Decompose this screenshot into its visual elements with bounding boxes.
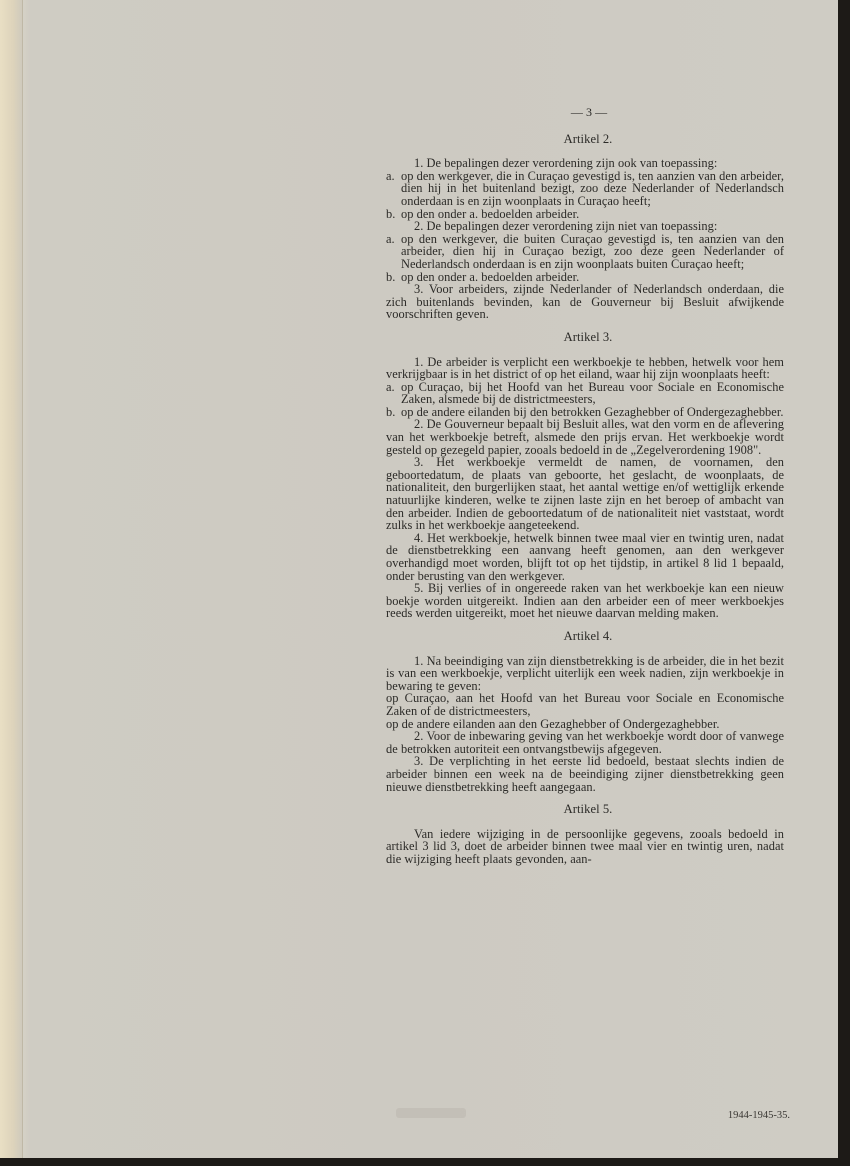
scan-border-right — [838, 0, 850, 1166]
article-heading: Artikel 5. — [563, 802, 613, 817]
list-item-label: a. — [386, 168, 395, 183]
plain-line: op de andere eilanden aan den Gezaghebber of Ondergezaghebber. — [386, 716, 720, 731]
paragraph: 4. Het werkboekje, hetwelk binnen twee maal vier en twintig uren, nadat de dienstbetrekking een aanvang heeft genomen, aan den werkgever overhandigd moet worden, blijft tot op het tijdstip, in artikel 8 lid 1 bepaald, onder berusting van den werkgever. — [386, 530, 784, 583]
paragraph: 1. De bepalingen dezer verordening zijn ook van toepassing: — [414, 156, 718, 171]
articles-container — [386, 133, 784, 866]
paragraph: 3. De verplichting in het eerste lid bedoeld, bestaat slechts indien de arbeider binnen een week na de beeindiging zijner dienstbetrekking geen nieuwe dienstbetrekking heeft aangegaan. — [386, 754, 784, 794]
article-section — [386, 630, 784, 793]
paragraph: 3. Het werkboekje vermeldt de namen, de voornamen, den geboortedatum, de plaats van geboorte, het geslacht, de woonplaats, de nationaliteit, den burgerlijken staat, het aantal wettige en/of wettiglijk erkende natuurlijke kinderen, welke te zijnen laste zijn en het beroep of ambacht van den arbeider. Indien de geboortedatum of de nationaliteit niet vaststaat, wordt zulks in het werkboekje aangeteekend. — [386, 455, 784, 533]
page-binding-edge — [0, 0, 23, 1160]
list-item-text: op den werkgever, die in Curaçao gevestigd is, ten aanzien van den arbeider, dien hij in het buitenland bezigt, zoo deze Nederlander of Nederlandsch onderdaan is en zijn woonplaats in Curaçao heeft; — [401, 168, 784, 208]
article-heading: Artikel 3. — [563, 329, 613, 344]
list-item-text: op den onder a. bedoelden arbeider. — [401, 206, 580, 221]
list-item-text: op den onder a. bedoelden arbeider. — [401, 269, 580, 284]
page-number: — 3 — — [570, 105, 608, 119]
list-item-text: op Curaçao, bij het Hoofd van het Bureau voor Sociale en Economische Zaken, alsmede bij de districtmeesters, — [401, 379, 784, 407]
article-section — [386, 133, 784, 321]
paragraph: 1. De arbeider is verplicht een werkboekje te hebben, hetwelk voor hem verkrijgbaar is in het district of op het eiland, waar hij zijn woonplaats heeft: — [386, 354, 784, 382]
list-item-label: b. — [386, 206, 396, 221]
text-column — [386, 106, 784, 865]
article-heading: Artikel 4. — [563, 628, 613, 643]
list-item-label: a. — [386, 231, 395, 246]
list-item — [386, 381, 784, 406]
list-item — [386, 170, 784, 208]
list-item-label: a. — [386, 379, 395, 394]
page-footer-code: 1944-1945-35. — [727, 1110, 790, 1121]
list-item — [386, 233, 784, 271]
list-item-label: b. — [386, 269, 396, 284]
paragraph: Van iedere wijziging in de persoonlijke gegevens, zooals bedoeld in artikel 3 lid 3, doet de arbeider binnen twee maal vier en twintig uren, nadat die wijziging heeft plaats gevonden, aan- — [386, 826, 784, 866]
list-item-text: op de andere eilanden bij den betrokken Gezaghebber of Ondergezaghebber. — [401, 404, 784, 419]
list-item-label: b. — [386, 404, 396, 419]
paragraph: 2. Voor de inbewaring geving van het werkboekje wordt door of vanwege de betrokken autoriteit een ontvangstbewijs afgegeven. — [386, 729, 784, 756]
plain-line: op Curaçao, aan het Hoofd van het Bureau voor Sociale en Economische Zaken of de districtmeesters, — [386, 691, 784, 718]
paragraph: 3. Voor arbeiders, zijnde Nederlander of Nederlandsch onderdaan, die zich buitenlands bevinden, kan de Gouverneur bij Besluit afwijkende voorschriften geven. — [386, 282, 784, 322]
scan-border-bottom — [0, 1158, 850, 1166]
article-section — [386, 331, 784, 620]
paragraph: 5. Bij verlies of in ongereede raken van het werkboekje kan een nieuw boekje worden uitgereikt. Indien aan den arbeider een of meer werkboekjes reeds werden uitgereikt, moet het nieuwe daarvan melding maken. — [386, 581, 784, 621]
faded-stamp — [396, 1108, 466, 1118]
paragraph: 1. Na beeindiging van zijn dienstbetrekking is de arbeider, die in het bezit is van een werkboekje, verplicht uiterlijk een week nadien, zijn werkboekje in bewaring te geven: — [386, 653, 784, 693]
paragraph: 2. De bepalingen dezer verordening zijn niet van toepassing: — [414, 219, 718, 234]
article-section — [386, 803, 784, 865]
article-heading: Artikel 2. — [563, 131, 613, 146]
list-item-text: op den werkgever, die buiten Curaçao gevestigd is, ten aanzien van den arbeider, dien hij in Curaçao bezigt, zoo deze geen Nederlander of Nederlandsch onderdaan is en zijn woonplaats buiten Curaçao heeft; — [401, 231, 784, 271]
paragraph: 2. De Gouverneur bepaalt bij Besluit alles, wat den vorm en de aflevering van het werkboekje betreft, alsmede den prijs ervan. Het werkboekje wordt gesteld op gezegeld papier, zooals bedoeld in de „Zegelverordening 1908". — [386, 417, 784, 457]
